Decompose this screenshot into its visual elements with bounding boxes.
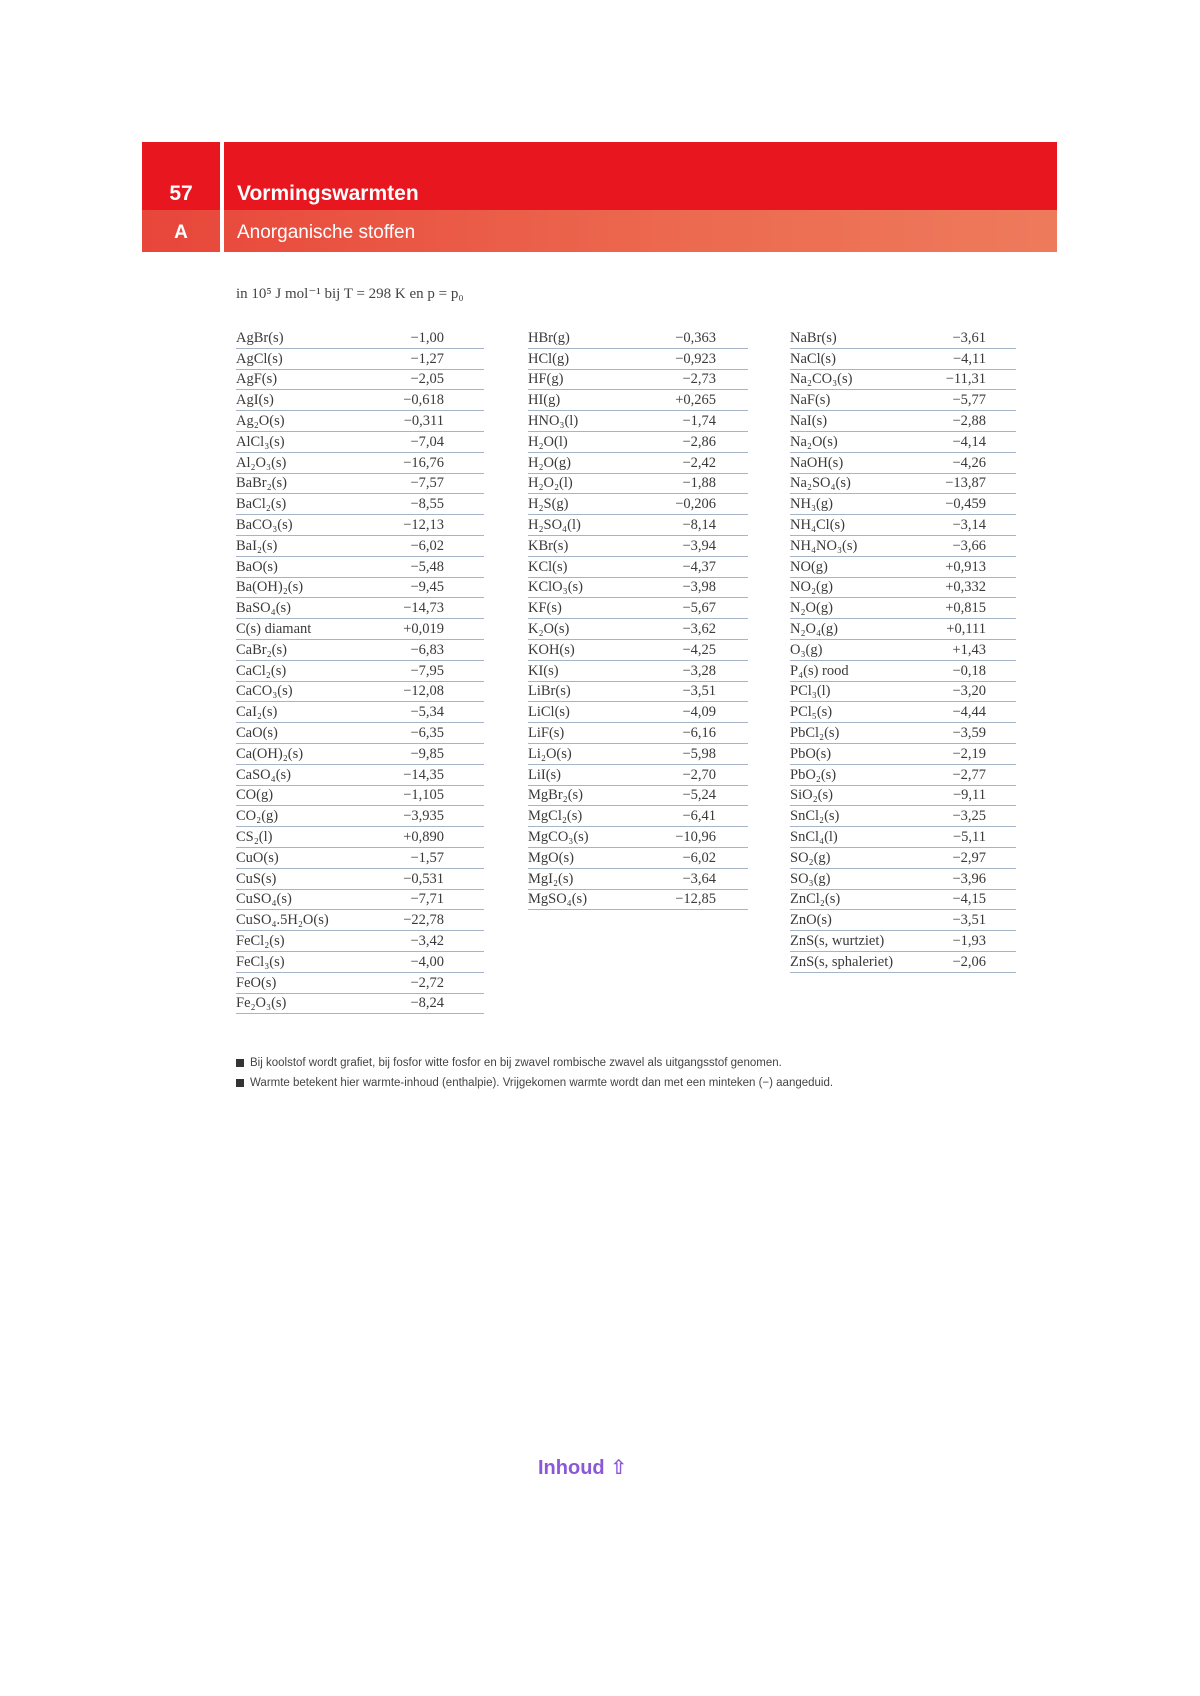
compound-name: CaCl₂(s) xyxy=(236,662,287,679)
compound-name: H₂O(g) xyxy=(528,454,571,471)
formation-enthalpy-value: −0,363 xyxy=(675,329,716,346)
table-row xyxy=(236,952,484,973)
table-row xyxy=(790,619,1016,640)
table-row xyxy=(236,806,484,827)
formation-enthalpy-value: −11,31 xyxy=(945,371,986,388)
formation-enthalpy-value: −3,98 xyxy=(682,579,716,596)
compound-name: ZnS(s, sphaleriet) xyxy=(790,953,894,970)
compound-name: CaCO₃(s) xyxy=(236,683,293,700)
formation-enthalpy-value: −3,42 xyxy=(410,932,444,949)
table-row xyxy=(528,848,748,869)
table-row xyxy=(528,536,748,557)
table-row xyxy=(236,349,484,370)
table-row xyxy=(236,453,484,474)
compound-name: PCl₅(s) xyxy=(790,704,833,721)
table-row xyxy=(236,515,484,536)
table-row xyxy=(528,869,748,890)
compound-name: LiCl(s) xyxy=(528,704,570,721)
table-row xyxy=(236,702,484,723)
formation-enthalpy-value: −9,45 xyxy=(410,579,444,596)
formation-enthalpy-value: −22,78 xyxy=(403,912,444,929)
formation-enthalpy-value: +0,913 xyxy=(945,558,986,575)
table-row xyxy=(528,806,748,827)
compound-name: Li₂O(s) xyxy=(528,745,572,762)
compound-name: CaBr₂(s) xyxy=(236,641,287,658)
table-row xyxy=(236,474,484,495)
formation-enthalpy-value: −0,531 xyxy=(403,870,444,887)
compound-name: HNO₃(l) xyxy=(528,412,579,429)
formation-enthalpy-value: −3,66 xyxy=(952,537,986,554)
formation-enthalpy-value: −3,64 xyxy=(682,870,716,887)
table-row xyxy=(236,723,484,744)
footnote xyxy=(236,1057,833,1069)
formation-enthalpy-value: −16,76 xyxy=(403,454,444,471)
compound-name: SnCl₄(l) xyxy=(790,828,838,845)
compound-name: BaSO₄(s) xyxy=(236,600,291,617)
page-title: Vormingswarmten xyxy=(237,182,419,205)
table-row xyxy=(790,557,1016,578)
table-row xyxy=(528,557,748,578)
formation-enthalpy-value: −4,11 xyxy=(952,350,986,367)
table-row xyxy=(790,578,1016,599)
formation-enthalpy-value: −6,83 xyxy=(410,641,444,658)
compound-name: NH₃(g) xyxy=(790,496,833,513)
table-row xyxy=(790,952,1016,973)
formation-enthalpy-value: −1,93 xyxy=(952,932,986,949)
formation-enthalpy-value: −6,02 xyxy=(682,849,716,866)
table-row xyxy=(790,349,1016,370)
formation-enthalpy-value: −5,11 xyxy=(952,828,986,845)
formation-enthalpy-value: −3,51 xyxy=(952,912,986,929)
formation-enthalpy-value: −2,70 xyxy=(682,766,716,783)
formation-enthalpy-value: −8,14 xyxy=(682,516,716,533)
formation-enthalpy-value: −10,96 xyxy=(675,828,716,845)
table-row xyxy=(528,890,748,911)
table-row xyxy=(790,827,1016,848)
formation-enthalpy-value: −8,55 xyxy=(410,496,444,513)
table-row xyxy=(236,765,484,786)
compound-name: P₄(s) rood xyxy=(790,662,849,679)
compound-name: Ca(OH)₂(s) xyxy=(236,745,304,762)
table-row xyxy=(790,765,1016,786)
compound-name: H₂S(g) xyxy=(528,496,569,513)
table-row xyxy=(528,619,748,640)
formation-enthalpy-value: −6,02 xyxy=(410,537,444,554)
formation-enthalpy-value: −5,77 xyxy=(952,392,986,409)
table-row xyxy=(528,474,748,495)
compound-name: AlCl₃(s) xyxy=(236,433,285,450)
table-column-2 xyxy=(528,328,748,910)
compound-name: LiF(s) xyxy=(528,724,565,741)
formation-enthalpy-value: −1,00 xyxy=(410,329,444,346)
table-row xyxy=(236,432,484,453)
formation-enthalpy-value: +1,43 xyxy=(952,641,986,658)
formation-enthalpy-value: −13,87 xyxy=(945,475,986,492)
table-row xyxy=(790,432,1016,453)
compound-name: NH₄Cl(s) xyxy=(790,516,845,533)
compound-name: H₂O₂(l) xyxy=(528,475,573,492)
table-row xyxy=(790,661,1016,682)
table-row xyxy=(528,682,748,703)
table-row xyxy=(236,973,484,994)
inhoud-link[interactable]: Inhoud ⇧ xyxy=(538,1457,627,1479)
formation-enthalpy-value: −4,15 xyxy=(952,891,986,908)
table-column-1 xyxy=(236,328,484,1014)
compound-name: PbO(s) xyxy=(790,745,832,762)
footnotes xyxy=(236,1057,833,1097)
table-row xyxy=(236,598,484,619)
table-column-3 xyxy=(790,328,1016,973)
compound-name: Al₂O₃(s) xyxy=(236,454,287,471)
formation-enthalpy-value: −1,57 xyxy=(410,849,444,866)
compound-name: AgF(s) xyxy=(236,371,278,388)
bullet-square-icon xyxy=(236,1059,244,1067)
table-row xyxy=(528,390,748,411)
formation-enthalpy-value: −3,94 xyxy=(682,537,716,554)
table-row xyxy=(236,682,484,703)
compound-name: MgI₂(s) xyxy=(528,870,574,887)
compound-name: BaBr₂(s) xyxy=(236,475,287,492)
units-line: in 10⁵ J mol⁻¹ bij T = 298 K en p = p₀ xyxy=(236,286,464,302)
table-row xyxy=(528,494,748,515)
compound-name: FeO(s) xyxy=(236,974,277,991)
compound-name: H₂O(l) xyxy=(528,433,568,450)
table-row xyxy=(236,827,484,848)
table-row xyxy=(236,910,484,931)
table-row xyxy=(236,536,484,557)
table-row xyxy=(528,515,748,536)
formation-enthalpy-value: −4,25 xyxy=(682,641,716,658)
formation-enthalpy-value: −2,05 xyxy=(410,371,444,388)
formation-enthalpy-value: −7,71 xyxy=(410,891,444,908)
compound-name: CuSO₄.5H₂O(s) xyxy=(236,912,329,929)
compound-name: MgBr₂(s) xyxy=(528,787,583,804)
formation-enthalpy-value: −12,13 xyxy=(403,516,444,533)
compound-name: KI(s) xyxy=(528,662,559,679)
formation-enthalpy-value: −2,19 xyxy=(952,745,986,762)
compound-name: H₂SO₄(l) xyxy=(528,516,581,533)
table-row xyxy=(528,640,748,661)
formation-enthalpy-value: +0,890 xyxy=(403,828,444,845)
compound-name: N₂O(g) xyxy=(790,600,833,617)
formation-enthalpy-value: −1,105 xyxy=(403,787,444,804)
table-row xyxy=(790,390,1016,411)
formation-enthalpy-value: −9,85 xyxy=(410,745,444,762)
compound-name: C(s) diamant xyxy=(236,620,312,637)
footnote xyxy=(236,1077,833,1089)
formation-enthalpy-value: −14,35 xyxy=(403,766,444,783)
compound-name: FeCl₂(s) xyxy=(236,932,285,949)
formation-enthalpy-value: −5,24 xyxy=(682,787,716,804)
formation-enthalpy-value: −0,206 xyxy=(675,496,716,513)
compound-name: FeCl₃(s) xyxy=(236,953,285,970)
table-row xyxy=(236,931,484,952)
table-row xyxy=(528,765,748,786)
table-row xyxy=(528,453,748,474)
formation-enthalpy-value: +0,111 xyxy=(946,620,986,637)
table-row xyxy=(790,453,1016,474)
table-row xyxy=(236,328,484,349)
formation-enthalpy-value: −14,73 xyxy=(403,600,444,617)
compound-name: NaI(s) xyxy=(790,412,828,429)
table-row xyxy=(790,536,1016,557)
compound-name: K₂O(s) xyxy=(528,620,570,637)
compound-name: BaCl₂(s) xyxy=(236,496,287,513)
formation-enthalpy-value: −2,42 xyxy=(682,454,716,471)
formation-enthalpy-value: −4,14 xyxy=(952,433,986,450)
compound-name: CaI₂(s) xyxy=(236,704,278,721)
formation-enthalpy-value: −6,41 xyxy=(682,808,716,825)
table-row xyxy=(528,411,748,432)
compound-name: CO₂(g) xyxy=(236,808,279,825)
table-row xyxy=(790,411,1016,432)
formation-enthalpy-value: +0,265 xyxy=(675,392,716,409)
table-row xyxy=(528,370,748,391)
compound-name: CuSO₄(s) xyxy=(236,891,292,908)
formation-enthalpy-value: −9,11 xyxy=(952,787,986,804)
formation-enthalpy-value: −4,37 xyxy=(682,558,716,575)
compound-name: SO₃(g) xyxy=(790,870,831,887)
compound-name: NO₂(g) xyxy=(790,579,833,596)
table-row xyxy=(790,848,1016,869)
table-row xyxy=(528,328,748,349)
formation-enthalpy-value: −12,85 xyxy=(675,891,716,908)
compound-name: LiI(s) xyxy=(528,766,562,783)
table-row xyxy=(528,661,748,682)
table-row xyxy=(528,702,748,723)
compound-name: NaF(s) xyxy=(790,392,831,409)
formation-enthalpy-value: −7,95 xyxy=(410,662,444,679)
formation-enthalpy-value: −4,44 xyxy=(952,704,986,721)
table-row xyxy=(236,744,484,765)
header-divider xyxy=(220,142,224,252)
table-row xyxy=(528,786,748,807)
page-subtitle: Anorganische stoffen xyxy=(237,222,416,243)
compound-name: Na₂SO₄(s) xyxy=(790,475,851,492)
formation-enthalpy-value: −5,67 xyxy=(682,600,716,617)
formation-enthalpy-value: −7,57 xyxy=(410,475,444,492)
table-row xyxy=(790,869,1016,890)
compound-name: CuO(s) xyxy=(236,849,279,866)
compound-name: SnCl₂(s) xyxy=(790,808,840,825)
table-row xyxy=(790,723,1016,744)
compound-name: MgO(s) xyxy=(528,849,574,866)
compound-name: CuS(s) xyxy=(236,870,277,887)
table-row xyxy=(236,619,484,640)
compound-name: KOH(s) xyxy=(528,641,575,658)
compound-name: HF(g) xyxy=(528,371,564,388)
compound-name: BaI₂(s) xyxy=(236,537,278,554)
formation-enthalpy-value: −6,16 xyxy=(682,724,716,741)
table-row xyxy=(790,515,1016,536)
table-row xyxy=(790,328,1016,349)
table-row xyxy=(236,786,484,807)
formation-enthalpy-value: −3,62 xyxy=(682,620,716,637)
formation-enthalpy-value: −2,86 xyxy=(682,433,716,450)
compound-name: NaOH(s) xyxy=(790,454,844,471)
table-row xyxy=(236,370,484,391)
table-number: 57 xyxy=(169,182,193,205)
table-row xyxy=(528,598,748,619)
table-row xyxy=(790,786,1016,807)
table-row xyxy=(236,578,484,599)
formation-enthalpy-value: −7,04 xyxy=(410,433,444,450)
compound-name: SO₂(g) xyxy=(790,849,831,866)
formation-enthalpy-value: −3,20 xyxy=(952,683,986,700)
table-row xyxy=(790,931,1016,952)
compound-name: AgCl(s) xyxy=(236,350,283,367)
table-row xyxy=(528,432,748,453)
table-row xyxy=(790,702,1016,723)
compound-name: LiBr(s) xyxy=(528,683,571,700)
bullet-square-icon xyxy=(236,1079,244,1087)
table-row xyxy=(790,806,1016,827)
compound-name: N₂O₄(g) xyxy=(790,620,838,637)
formation-enthalpy-value: −0,18 xyxy=(952,662,986,679)
formation-enthalpy-value: −3,59 xyxy=(952,724,986,741)
compound-name: SiO₂(s) xyxy=(790,787,833,804)
formation-enthalpy-value: −4,09 xyxy=(682,704,716,721)
formation-enthalpy-value: −2,77 xyxy=(952,766,986,783)
compound-name: Fe₂O₃(s) xyxy=(236,995,287,1012)
section-header xyxy=(142,142,1057,252)
table-row xyxy=(528,349,748,370)
compound-name: ZnO(s) xyxy=(790,912,832,929)
table-row xyxy=(236,390,484,411)
compound-name: NH₄NO₃(s) xyxy=(790,537,858,554)
formation-enthalpy-value: −2,06 xyxy=(952,953,986,970)
compound-name: KCl(s) xyxy=(528,558,568,575)
table-row xyxy=(236,557,484,578)
table-row xyxy=(528,827,748,848)
formation-enthalpy-value: −1,74 xyxy=(682,412,716,429)
compound-name: NaCl(s) xyxy=(790,350,836,367)
compound-name: Na₂CO₃(s) xyxy=(790,371,853,388)
formation-enthalpy-value: −8,24 xyxy=(410,995,444,1012)
formation-enthalpy-value: −3,51 xyxy=(682,683,716,700)
formation-enthalpy-value: −0,311 xyxy=(403,412,444,429)
compound-name: Ag₂O(s) xyxy=(236,412,285,429)
compound-name: HI(g) xyxy=(528,392,561,409)
compound-name: MgCl₂(s) xyxy=(528,808,583,825)
table-row xyxy=(790,494,1016,515)
compound-name: NaBr(s) xyxy=(790,329,837,346)
formation-enthalpy-value: −5,48 xyxy=(410,558,444,575)
formation-enthalpy-value: +0,019 xyxy=(403,620,444,637)
formation-enthalpy-value: −3,96 xyxy=(952,870,986,887)
table-row xyxy=(790,474,1016,495)
formation-enthalpy-value: +0,815 xyxy=(945,600,986,617)
formation-enthalpy-value: −2,73 xyxy=(682,371,716,388)
table-row xyxy=(790,890,1016,911)
formation-enthalpy-value: −2,88 xyxy=(952,412,986,429)
formation-enthalpy-value: +0,332 xyxy=(945,579,986,596)
formation-enthalpy-value: −1,27 xyxy=(410,350,444,367)
formation-enthalpy-value: −3,935 xyxy=(403,808,444,825)
formation-enthalpy-value: −3,25 xyxy=(952,808,986,825)
table-row xyxy=(528,744,748,765)
table-row xyxy=(236,994,484,1015)
formation-enthalpy-value: −12,08 xyxy=(403,683,444,700)
table-row xyxy=(790,744,1016,765)
table-row xyxy=(236,890,484,911)
formation-enthalpy-value: −3,28 xyxy=(682,662,716,679)
formation-enthalpy-value: −2,97 xyxy=(952,849,986,866)
table-row xyxy=(790,598,1016,619)
table-row xyxy=(790,682,1016,703)
compound-name: HBr(g) xyxy=(528,329,570,346)
compound-name: ZnS(s, wurtziet) xyxy=(790,932,885,949)
compound-name: CO(g) xyxy=(236,787,274,804)
table-row xyxy=(236,848,484,869)
compound-name: HCl(g) xyxy=(528,350,570,367)
table-row xyxy=(528,578,748,599)
compound-name: CaSO₄(s) xyxy=(236,766,291,783)
compound-name: KBr(s) xyxy=(528,537,569,554)
table-row xyxy=(790,370,1016,391)
compound-name: NO(g) xyxy=(790,558,828,575)
compound-name: CaO(s) xyxy=(236,724,278,741)
table-row xyxy=(790,910,1016,931)
compound-name: MgCO₃(s) xyxy=(528,828,589,845)
formation-enthalpy-value: −0,459 xyxy=(945,496,986,513)
table-row xyxy=(236,640,484,661)
table-row xyxy=(528,723,748,744)
table-row xyxy=(236,661,484,682)
compound-name: CS₂(l) xyxy=(236,828,273,845)
formation-enthalpy-value: −5,98 xyxy=(682,745,716,762)
formation-enthalpy-value: −1,88 xyxy=(682,475,716,492)
compound-name: PCl₃(l) xyxy=(790,683,831,700)
formation-enthalpy-value: −0,618 xyxy=(403,392,444,409)
formation-enthalpy-value: −4,26 xyxy=(952,454,986,471)
compound-name: Na₂O(s) xyxy=(790,433,838,450)
footnote-text: Bij koolstof wordt grafiet, bij fosfor witte fosfor en bij zwavel rombische zwavel als uitgangsstof genomen. xyxy=(250,1057,782,1069)
compound-name: ZnCl₂(s) xyxy=(790,891,841,908)
compound-name: KF(s) xyxy=(528,600,562,617)
compound-name: BaO(s) xyxy=(236,558,278,575)
section-letter: A xyxy=(174,222,188,243)
formation-enthalpy-value: −5,34 xyxy=(410,704,444,721)
compound-name: PbCl₂(s) xyxy=(790,724,840,741)
footnote-text: Warmte betekent hier warmte-inhoud (enthalpie). Vrijgekomen warmte wordt dan met een minteken (−) aangeduid. xyxy=(250,1077,834,1089)
compound-name: PbO₂(s) xyxy=(790,766,837,783)
formation-enthalpy-value: −3,61 xyxy=(952,329,986,346)
table-row xyxy=(790,640,1016,661)
compound-name: AgBr(s) xyxy=(236,329,284,346)
formation-enthalpy-value: −4,00 xyxy=(410,953,444,970)
compound-name: KClO₃(s) xyxy=(528,579,583,596)
compound-name: O₃(g) xyxy=(790,641,823,658)
formation-enthalpy-value: −0,923 xyxy=(675,350,716,367)
table-row xyxy=(236,494,484,515)
formation-enthalpy-value: −2,72 xyxy=(410,974,444,991)
compound-name: Ba(OH)₂(s) xyxy=(236,579,304,596)
table-row xyxy=(236,411,484,432)
compound-name: AgI(s) xyxy=(236,392,274,409)
table-row xyxy=(236,869,484,890)
compound-name: BaCO₃(s) xyxy=(236,516,293,533)
formation-enthalpy-value: −3,14 xyxy=(952,516,986,533)
compound-name: MgSO₄(s) xyxy=(528,891,588,908)
formation-enthalpy-value: −6,35 xyxy=(410,724,444,741)
